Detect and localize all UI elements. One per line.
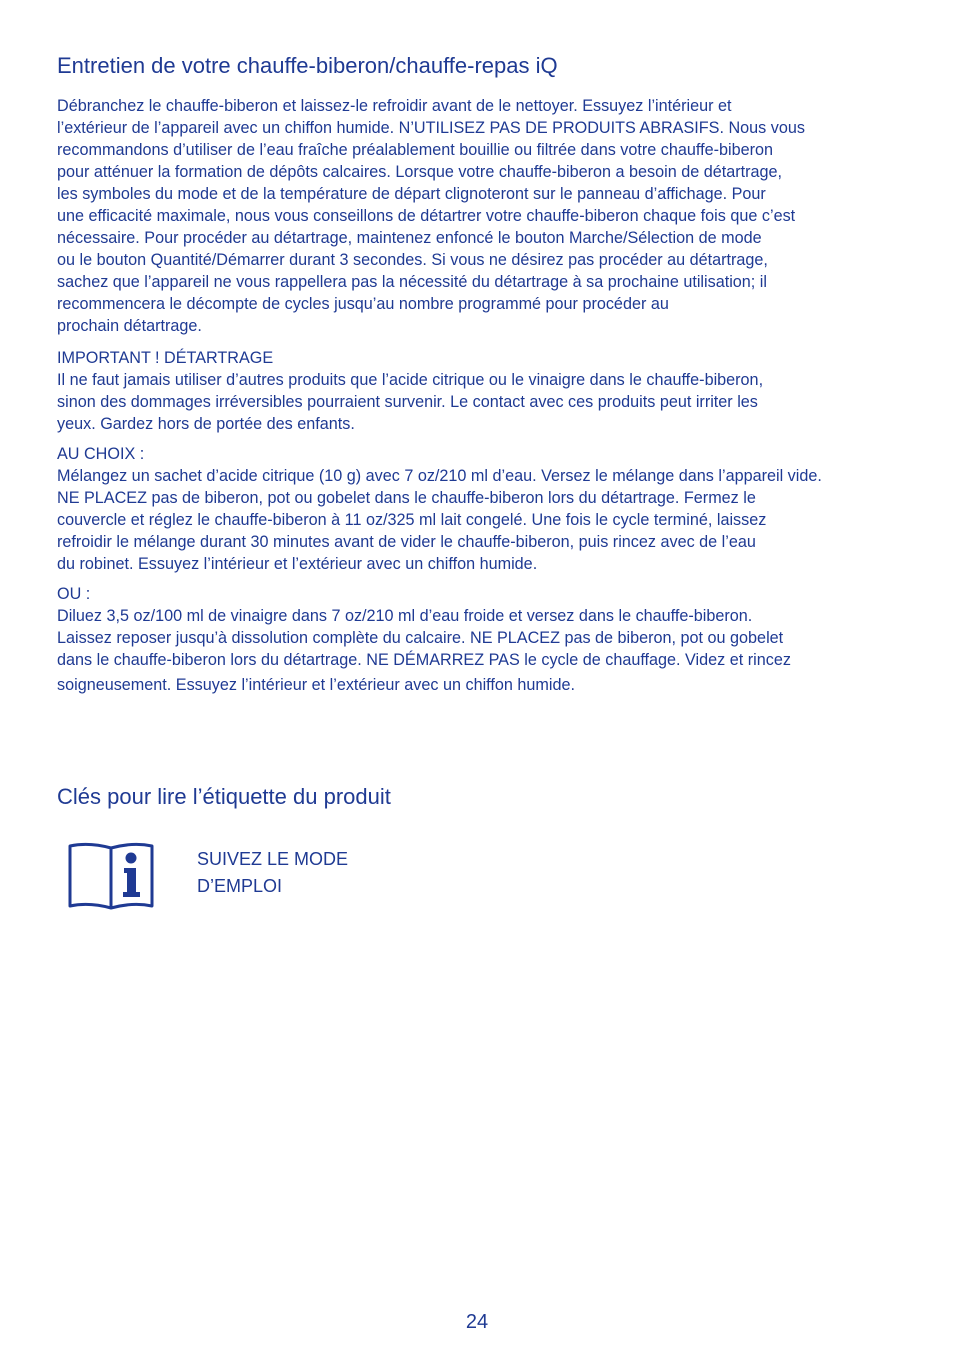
intro-line: une efficacité maximale, nous vous conseillons de détartrer votre chauffe-biberon chaque fois que c’est [57, 207, 796, 225]
choice-line: couvercle et réglez le chauffe-biberon à 11 oz/325 ml lait congelé. Une fois le cycle terminé, laissez [57, 511, 767, 529]
intro-line: pour atténuer la formation de dépôts calcaires. Lorsque votre chauffe-biberon a besoin de détartrage, [57, 163, 782, 181]
important-line: sinon des dommages irréversibles pourraient survenir. Le contact avec ces produits peut irriter les [57, 393, 758, 411]
follow-instructions-key [67, 838, 467, 912]
or-line: Laissez reposer jusqu’à dissolution complète du calcaire. NE PLACEZ pas de biberon, pot ou gobelet [57, 629, 784, 647]
label-keys-title: Clés pour lire l’étiquette du produit [57, 784, 391, 809]
intro-line: l’extérieur de l’appareil avec un chiffon humide. N’UTILISEZ PAS DE PRODUITS ABRASIFS. Nous vous [57, 119, 805, 137]
book-info-icon [67, 840, 155, 910]
choice-heading: AU CHOIX : [57, 445, 145, 463]
intro-line: ou le bouton Quantité/Démarrer durant 3 secondes. Si vous ne désirez pas procéder au détartrage, [57, 251, 768, 269]
info-line: D’EMPLOI [197, 876, 283, 896]
intro-line: recommandons d’utiliser de l’eau fraîche préalablement bouillie ou filtrée dans votre chauffe-biberon [57, 141, 773, 159]
citric-acid-option-block [57, 443, 822, 575]
maintenance-intro [57, 95, 805, 337]
intro-line: recommencera le décompte de cycles jusqu’au nombre programmé pour procéder au [57, 295, 669, 313]
choice-line: Mélangez un sachet d’acide citrique (10 g) avec 7 oz/210 ml d’eau. Versez le mélange dans l’appareil vide. [57, 467, 822, 485]
or-line: soigneusement. Essuyez l’intérieur et l’extérieur avec un chiffon humide. [57, 676, 575, 694]
or-line: Diluez 3,5 oz/100 ml de vinaigre dans 7 oz/210 ml d’eau froide et versez dans le chauffe-biberon. [57, 607, 753, 625]
important-line: Il ne faut jamais utiliser d’autres produits que l’acide citrique ou le vinaigre dans le chauffe-biberon, [57, 371, 764, 389]
intro-line: les symboles du mode et de la température de départ clignoteront sur le panneau d’affichage. Pour [57, 185, 766, 203]
choice-line: refroidir le mélange durant 30 minutes avant de vider le chauffe-biberon, puis rincez avec de l’eau [57, 533, 756, 551]
intro-line: Débranchez le chauffe-biberon et laissez-le refroidir avant de le nettoyer. Essuyez l’intérieur et [57, 97, 732, 115]
follow-instructions-text [197, 846, 348, 900]
intro-line: sachez que l’appareil ne vous rappellera pas la nécessité du détartrage à sa prochaine utilisation; il [57, 273, 767, 291]
choice-line: NE PLACEZ pas de biberon, pot ou gobelet dans le chauffe-biberon lors du détartrage. Fermez le [57, 489, 756, 507]
important-descaling-block [57, 347, 763, 435]
choice-line: du robinet. Essuyez l’intérieur et l’extérieur avec un chiffon humide. [57, 555, 538, 573]
important-heading: IMPORTANT ! DÉTARTRAGE [57, 349, 274, 367]
or-line: dans le chauffe-biberon lors du détartrage. NE DÉMARREZ PAS le cycle de chauffage. Videz et rincez [57, 651, 791, 669]
page-number: 24 [465, 1311, 489, 1333]
info-line: SUIVEZ LE MODE [197, 849, 349, 869]
maintenance-title: Entretien de votre chauffe-biberon/chauffe-repas iQ [57, 53, 558, 78]
vinegar-option-block [57, 583, 791, 696]
intro-line: nécessaire. Pour procéder au détartrage, maintenez enfoncé le bouton Marche/Sélection de mode [57, 229, 762, 247]
or-heading: OU : [57, 585, 91, 603]
intro-line: prochain détartrage. [57, 317, 202, 335]
important-line: yeux. Gardez hors de portée des enfants. [57, 415, 355, 433]
